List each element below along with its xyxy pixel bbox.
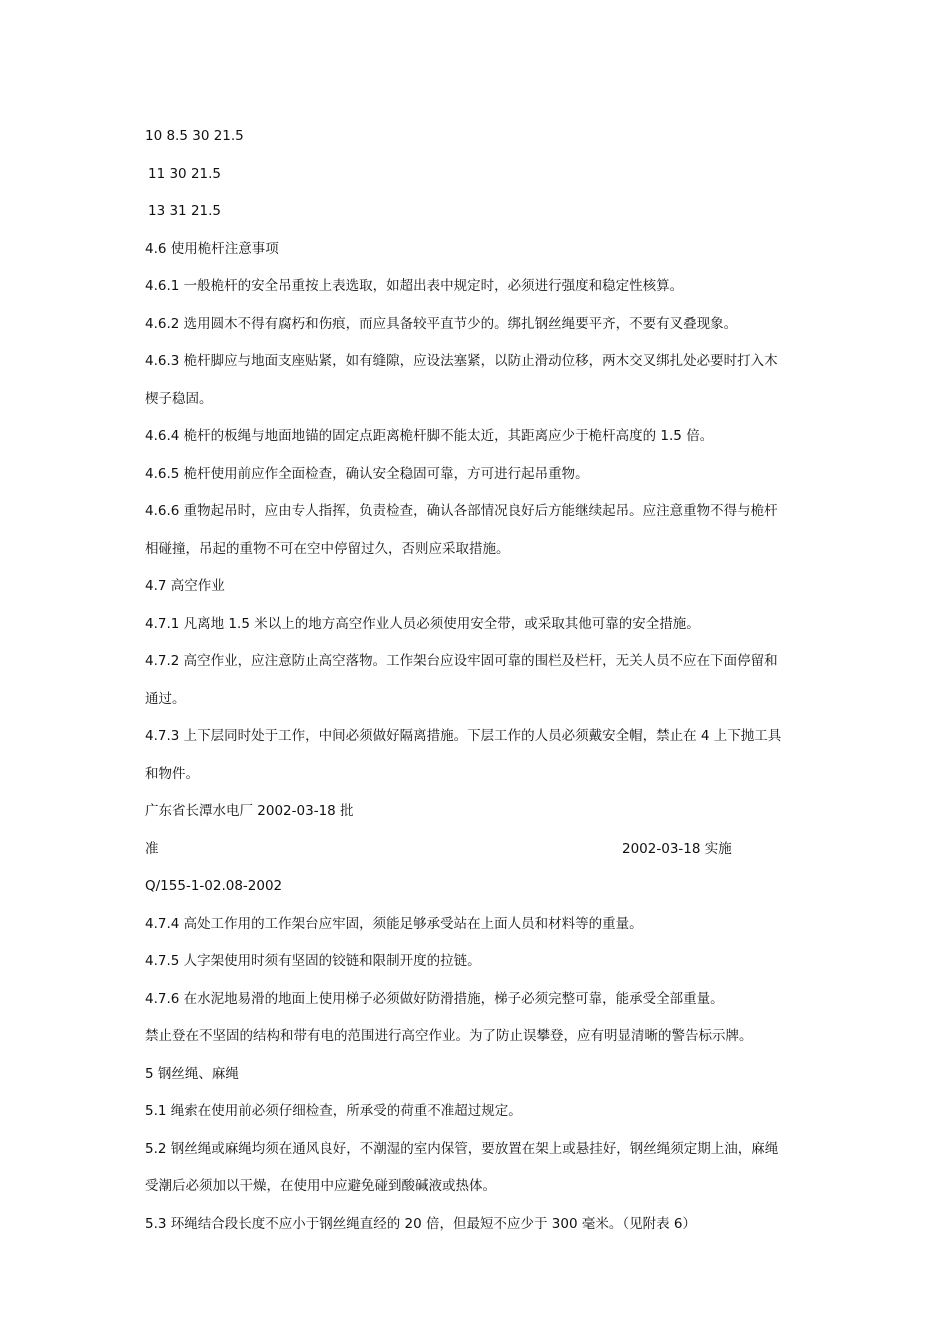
- paragraph-line: 通过。: [145, 690, 186, 707]
- standard-code: Q/155-1-02.08-2002: [145, 878, 283, 894]
- paragraph-line: 4.6.1 一般桅杆的安全吊重按上表选取，如超出表中规定时，必须进行强度和稳定性核算。: [145, 278, 684, 294]
- paragraph-line: 5.3 环绳结合段长度不应小于钢丝绳直经的 20 倍，但最短不应少于 300 毫米。（见附表 6）: [145, 1215, 697, 1232]
- paragraph-line: 4.7.2 高空作业，应注意防止高空落物。工作架台应设牢固可靠的围栏及栏杆，无关人员不应在下面停留和: [145, 653, 778, 669]
- section-heading: 4.6 使用桅杆注意事项: [145, 240, 279, 257]
- paragraph-line: 4.7.1 凡离地 1.5 米以上的地方高空作业人员必须使用安全带，或采取其他可靠的安全措施。: [145, 615, 700, 632]
- table-row-text: 13 31 21.5: [148, 203, 221, 219]
- approve-char: 准: [145, 840, 159, 857]
- paragraph-line: 4.6.6 重物起吊时，应由专人指挥，负责检查，确认各部情况良好后方能继续起吊。应注意重物不得与桅杆: [145, 503, 778, 519]
- issuer-line: 广东省长潭水电厂 2002-03-18 批: [145, 803, 354, 819]
- table-row-text: 10 8.5 30 21.5: [145, 128, 244, 144]
- paragraph-line: 4.7.5 人字架使用时须有坚固的铰链和限制开度的拉链。: [145, 953, 481, 969]
- section-heading: 4.7 高空作业: [145, 578, 225, 594]
- section-heading: 5 钢丝绳、麻绳: [145, 1065, 239, 1082]
- paragraph-line: 4.6.5 桅杆使用前应作全面检查，确认安全稳固可靠，方可进行起吊重物。: [145, 465, 589, 482]
- paragraph-line: 4.6.3 桅杆脚应与地面支座贴紧，如有缝隙，应设法塞紧，以防止滑动位移，两木交叉绑扎处必要时打入木: [145, 353, 778, 369]
- table-row-text: 11 30 21.5: [148, 165, 221, 182]
- paragraph-line: 4.6.4 桅杆的板绳与地面地锚的固定点距离桅杆脚不能太近，其距离应少于桅杆高度的 1.5 倍。: [145, 428, 714, 444]
- paragraph-line: 4.6.2 选用圆木不得有腐朽和伤痕，而应具备较平直节少的。绑扎钢丝绳要平齐，不要有叉叠现象。: [145, 315, 738, 332]
- paragraph-line: 4.7.6 在水泥地易滑的地面上使用梯子必须做好防滑措施，梯子必须完整可靠，能承受全部重量。: [145, 990, 724, 1007]
- approval-row: [145, 831, 815, 869]
- paragraph-line: 和物件。: [145, 765, 199, 782]
- paragraph-line: 4.7.4 高处工作用的工作架台应牢固，须能足够承受站在上面人员和材料等的重量。: [145, 915, 643, 932]
- paragraph-line: 5.2 钢丝绳或麻绳均须在通风良好，不潮湿的室内保管，要放置在架上或悬挂好，钢丝绳须定期上油，麻绳: [145, 1140, 779, 1157]
- document-page: [145, 118, 815, 1243]
- paragraph-line: 5.1 绳索在使用前必须仔细检查，所承受的荷重不准超过规定。: [145, 1103, 522, 1119]
- paragraph-line: 受潮后必须加以干燥，在使用中应避免碰到酸碱液或热体。: [145, 1178, 496, 1194]
- paragraph-line: 楔子稳固。: [145, 390, 213, 407]
- paragraph-line: 4.7.3 上下层同时处于工作，中间必须做好隔离措施。下层工作的人员必须戴安全帽，禁止在 4 上下抛工具: [145, 728, 782, 744]
- paragraph-line: 禁止登在不坚固的结构和带有电的范围进行高空作业。为了防止误攀登，应有明显清晰的警告标示牌。: [145, 1028, 753, 1044]
- paragraph-line: 相碰撞，吊起的重物不可在空中停留过久，否则应采取措施。: [145, 540, 510, 557]
- effective-date: 2002-03-18 实施: [622, 840, 732, 857]
